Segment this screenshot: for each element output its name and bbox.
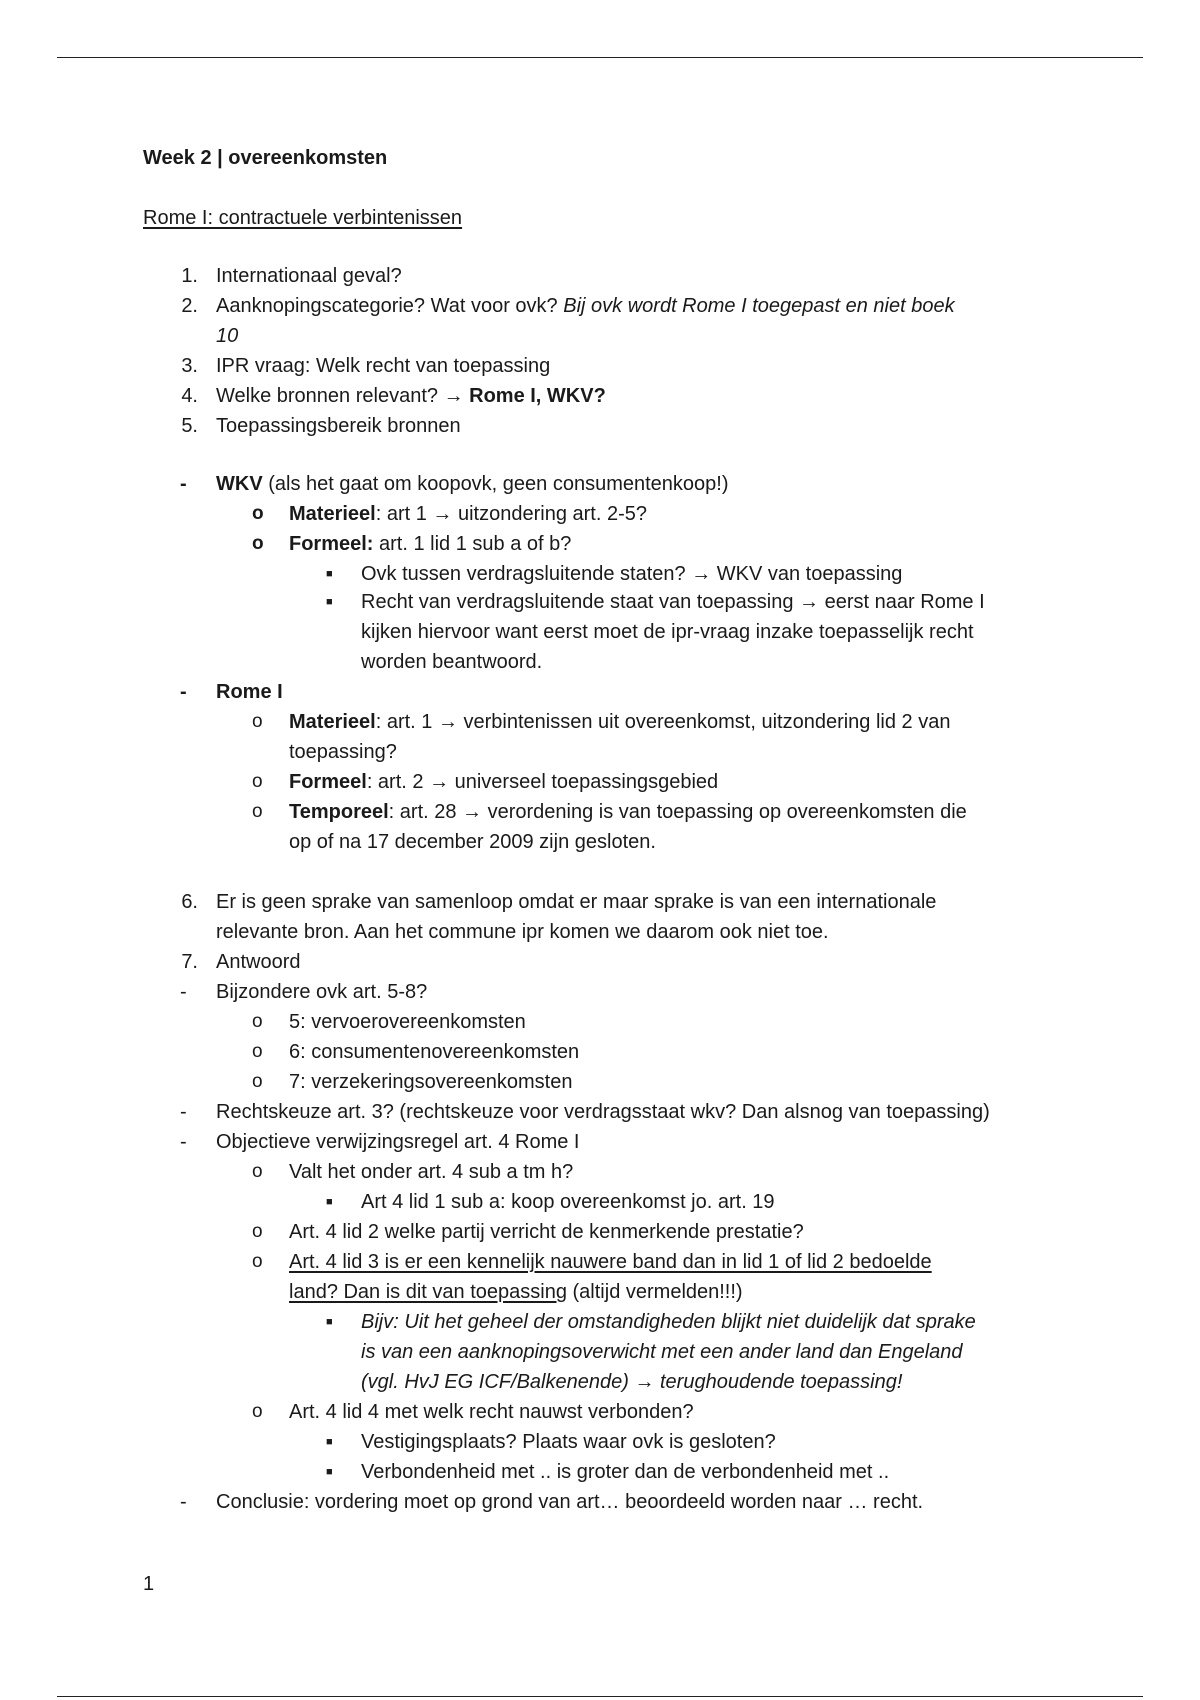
list-item: Formeel: art. 2 → universeel toepassingsgebied	[289, 771, 719, 793]
list-item: Temporeel: art. 28 → verordening is van toepassing op overeenkomsten die	[289, 801, 967, 823]
list-item: 5: vervoerovereenkomsten	[289, 1011, 526, 1033]
square-bullet: ■	[326, 1316, 333, 1328]
list-item-rome: Rome I	[216, 681, 283, 703]
list-item-wkv: WKV (als het gaat om koopovk, geen consumentenkoop!)	[216, 473, 729, 495]
list-item-continuation: toepassing?	[289, 741, 397, 763]
list-item: Toepassingsbereik bronnen	[216, 415, 461, 437]
square-bullet: ■	[326, 568, 333, 580]
list-item: Materieel: art 1 → uitzondering art. 2-5?	[289, 503, 647, 525]
list-number: 4.	[181, 385, 198, 407]
arrow-icon: →	[462, 801, 483, 823]
arrow-icon: →	[432, 503, 453, 525]
list-item: Vestigingsplaats? Plaats waar ovk is gesloten?	[361, 1431, 776, 1453]
list-item-continuation: 10	[216, 325, 239, 347]
list-item: Antwoord	[216, 951, 301, 973]
section-title: Rome I: contractuele verbintenissen	[143, 207, 463, 229]
list-item: 7: verzekeringsovereenkomsten	[289, 1071, 573, 1093]
list-item-continuation: op of na 17 december 2009 zijn gesloten.	[289, 831, 656, 853]
list-item: Art. 4 lid 3 is er een kennelijk nauwere band dan in lid 1 of lid 2 bedoelde	[289, 1251, 932, 1273]
list-item: Art 4 lid 1 sub a: koop overeenkomst jo. art. 19	[361, 1191, 775, 1213]
arrow-icon: →	[437, 711, 458, 733]
header-rule	[57, 57, 1143, 58]
list-item: Internationaal geval?	[216, 265, 402, 287]
list-item: Bijv: Uit het geheel der omstandigheden blijkt niet duidelijk dat sprake	[361, 1311, 976, 1333]
circle-bullet: o	[252, 1071, 263, 1092]
circle-bullet: o	[252, 1251, 263, 1272]
list-item: Valt het onder art. 4 sub a tm h?	[289, 1161, 574, 1183]
list-item: Art. 4 lid 4 met welk recht nauwst verbonden?	[289, 1401, 694, 1423]
arrow-icon: →	[691, 563, 712, 585]
list-item: Welke bronnen relevant? → Rome I, WKV?	[216, 385, 606, 407]
list-number: 3.	[181, 355, 198, 377]
list-number: 1.	[181, 265, 198, 287]
circle-bullet: o	[252, 1401, 263, 1422]
list-item: Materieel: art. 1 → verbintenissen uit overeenkomst, uitzondering lid 2 van	[289, 711, 951, 733]
circle-bullet: o	[252, 533, 264, 554]
list-item-continuation: is van een aanknopingsoverwicht met een ander land dan Engeland	[361, 1341, 963, 1363]
dash-bullet: -	[180, 1101, 187, 1123]
list-item-continuation: relevante bron. Aan het commune ipr komen we daarom ook niet toe.	[216, 921, 829, 943]
circle-bullet: o	[252, 771, 263, 792]
arrow-icon: →	[443, 385, 464, 407]
arrow-icon: →	[634, 1371, 655, 1393]
list-item: Formeel: art. 1 lid 1 sub a of b?	[289, 533, 572, 555]
square-bullet: ■	[326, 1436, 333, 1448]
list-item-continuation: land? Dan is dit van toepassing (altijd vermelden!!!)	[289, 1281, 743, 1303]
list-number: 2.	[181, 295, 198, 317]
list-number: 7.	[181, 951, 198, 973]
list-number: 5.	[181, 415, 198, 437]
list-item: Ovk tussen verdragsluitende staten? → WKV van toepassing	[361, 563, 903, 585]
list-item-continuation: (vgl. HvJ EG ICF/Balkenende) → terughoudende toepassing!	[361, 1371, 903, 1393]
arrow-icon: →	[799, 591, 820, 613]
list-item: Er is geen sprake van samenloop omdat er maar sprake is van een internationale	[216, 891, 937, 913]
circle-bullet: o	[252, 711, 263, 732]
list-item: Rechtskeuze art. 3? (rechtskeuze voor verdragsstaat wkv? Dan alsnog van toepassing)	[216, 1101, 990, 1123]
circle-bullet: o	[252, 1161, 263, 1182]
circle-bullet: o	[252, 1221, 263, 1242]
list-item: Conclusie: vordering moet op grond van art… beoordeeld worden naar … recht.	[216, 1491, 924, 1513]
circle-bullet: o	[252, 503, 264, 524]
circle-bullet: o	[252, 801, 263, 822]
list-item: Aanknopingscategorie? Wat voor ovk? Bij ovk wordt Rome I toegepast en niet boek	[216, 295, 955, 317]
list-item: Recht van verdragsluitende staat van toepassing → eerst naar Rome I	[361, 591, 985, 613]
dash-bullet: -	[180, 981, 187, 1003]
page-heading: Week 2 | overeenkomsten	[143, 147, 388, 169]
square-bullet: ■	[326, 1196, 333, 1208]
list-item-continuation: worden beantwoord.	[361, 651, 543, 673]
dash-bullet: -	[180, 681, 187, 703]
list-item: Verbondenheid met .. is groter dan de verbondenheid met ..	[361, 1461, 890, 1483]
arrow-icon: →	[429, 771, 450, 793]
list-item: IPR vraag: Welk recht van toepassing	[216, 355, 551, 377]
list-number: 6.	[181, 891, 198, 913]
dash-bullet: -	[180, 473, 187, 495]
circle-bullet: o	[252, 1041, 263, 1062]
list-item: Art. 4 lid 2 welke partij verricht de kenmerkende prestatie?	[289, 1221, 804, 1243]
page-number: 1	[143, 1573, 155, 1595]
square-bullet: ■	[326, 596, 333, 608]
dash-bullet: -	[180, 1131, 187, 1153]
circle-bullet: o	[252, 1011, 263, 1032]
dash-bullet: -	[180, 1491, 187, 1513]
list-item: Objectieve verwijzingsregel art. 4 Rome I	[216, 1131, 580, 1153]
list-item: Bijzondere ovk art. 5-8?	[216, 981, 428, 1003]
list-item-continuation: kijken hiervoor want eerst moet de ipr-vraag inzake toepasselijk recht	[361, 621, 974, 643]
footer-rule	[57, 1696, 1143, 1697]
list-item: 6: consumentenovereenkomsten	[289, 1041, 580, 1063]
square-bullet: ■	[326, 1466, 333, 1478]
